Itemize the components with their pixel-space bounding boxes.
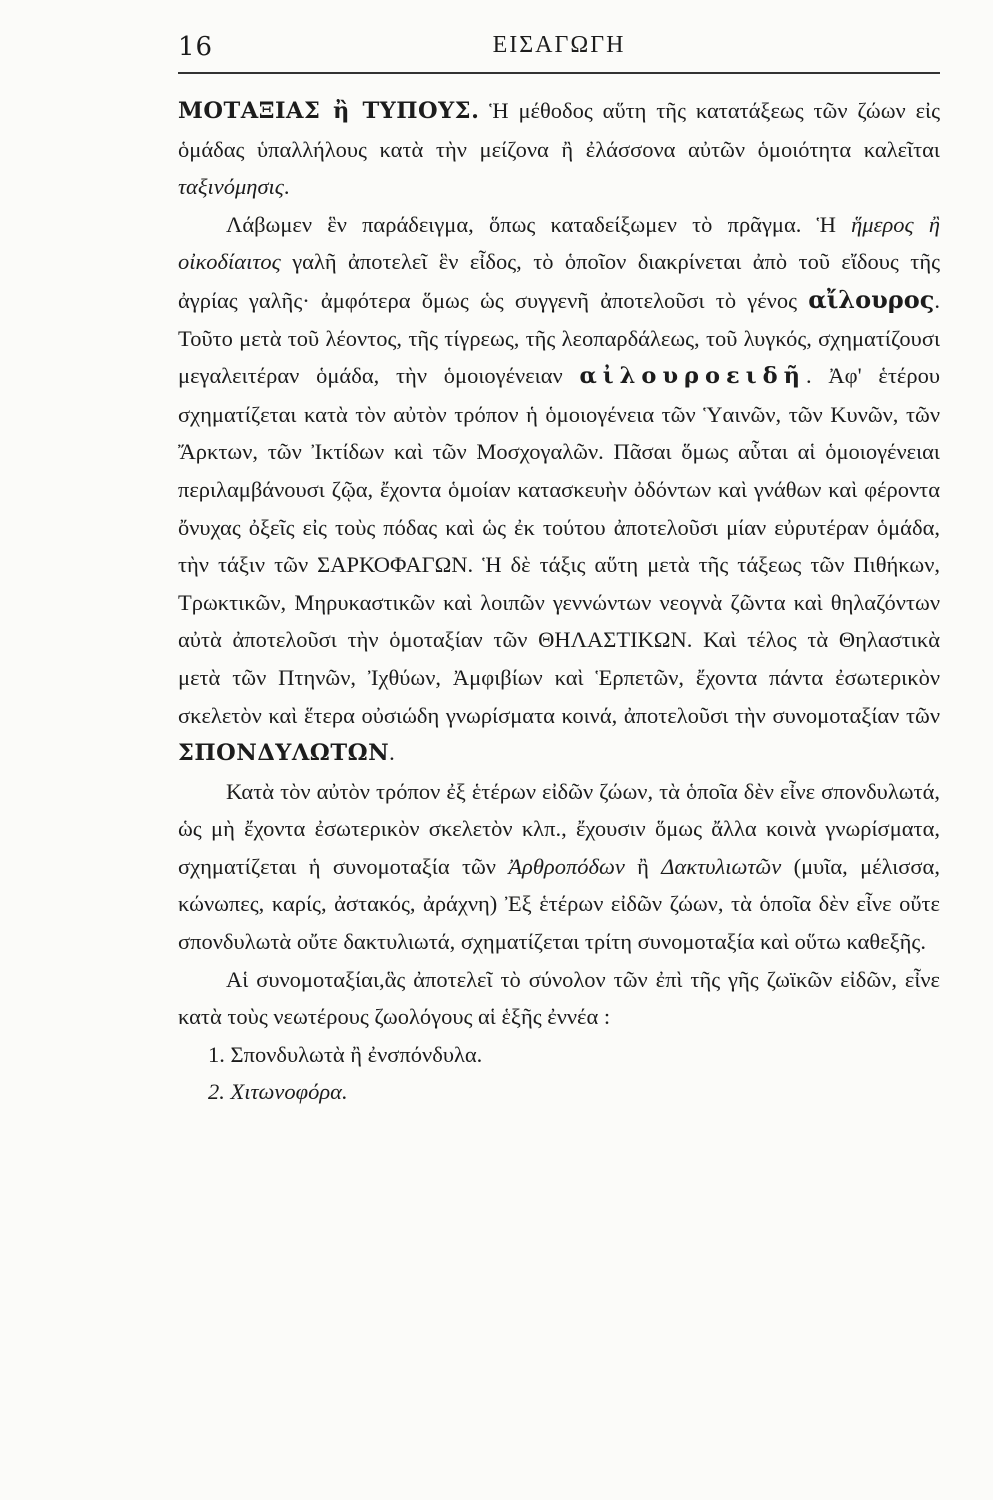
page-body — [178, 92, 940, 1111]
paragraph-3 — [178, 773, 940, 961]
header-rule — [178, 72, 940, 74]
paragraph-text: ἢ — [624, 853, 662, 879]
page-number: 16 — [178, 32, 214, 62]
list-item-2: 2. Χιτωνοφόρα. — [208, 1079, 348, 1105]
term-arthropodwn: Ἀρθροπόδων — [508, 853, 625, 879]
term-spondylotwn: ΣΠΟΝΔΥΛΩΤΩΝ — [178, 740, 390, 767]
term-ailouroeidi: αἰλουροειδῆ — [579, 363, 806, 390]
term-daktyliotwn: Δακτυλιωτῶν — [661, 853, 782, 879]
term-imeros: ἥμερος ἢ οἰκοδίαιτος — [178, 211, 940, 275]
running-title: ΕΙΣΑΓΩΓΗ — [492, 32, 626, 58]
paragraph-1 — [178, 92, 940, 206]
paragraph-text: (μυῖα, μέλισσα, κώνωπες, καρίς, ἀστακός, ἀράχνη) Ἐξ ἑτέρων εἰδῶν ζώων, τὰ ὁποῖα δὲν εἶνε οὔτε σπονδυλωτὰ οὔτε δακτυλιωτά, σχηματίζεται τρίτη συνομοταξία καὶ οὕτω καθεξῆς. — [178, 853, 940, 955]
term-taxinomisis: ταξινόμησις — [178, 174, 284, 200]
paragraph-text: . — [283, 174, 290, 200]
paragraph-text: Λάβωμεν ἓν παράδειγμα, ὅπως καταδείξωμεν τὸ πρᾶγμα. Ἡ — [226, 211, 852, 237]
paragraph-4: Αἱ συνομοταξίαι,ἃς ἀποτελεῖ τὸ σύνολον τῶν ἐπὶ τῆς γῆς ζωϊκῶν εἰδῶν, εἶνε κατὰ τοὺς νεωτέρους ζωολόγους αἱ ἑξῆς ἐννέα : — [178, 966, 940, 1030]
paragraph-text: . — [389, 740, 395, 766]
paragraph-text: . Ἀφ' ἑτέρου σχηματίζεται κατὰ τὸν αὐτὸν τρόπον ἡ ὁμοιογένεια τῶν Ὑαινῶν, τῶν Κυνῶν, τῶν Ἄρκτων, τῶν Ἰκτίδων καὶ τῶν Μοσχογαλῶν. Πᾶσαι ὅμως αὗται αἱ ὁμοιογένειαι περιλαμβάνουσι ζῷα, ἔχοντα ὁμοίαν κατασκευὴν ὀδόντων καὶ γνάθων καὶ φέροντα ὄνυχας ὀξεῖς εἰς τοὺς πόδας καὶ ὡς ἐκ τούτου ἀποτελοῦσι μίαν εὐρυτέραν ὁμάδα, τὴν τάξιν τῶν ΣΑΡΚΟΦΑΓΩΝ. Ἡ δὲ τάξις αὕτη μετὰ τῆς τάξεως τῶν Πιθήκων, Τρωκτικῶν, Μηρυκαστικῶν καὶ λοιπῶν γεννώντων νεογνὰ ζῶντα καὶ θηλαζόντων αὐτὰ ἀποτελοῦσι τὴν ὁμοταξίαν τῶν ΘΗΛΑΣΤΙΚΩΝ. Καὶ τέλος τὰ Θηλαστικὰ μετὰ τῶν Πτηνῶν, Ἰχθύων, Ἀμφιβίων καὶ Ἑρπετῶν, ἔχοντα πάντα ἐσωτερικὸν σκελετὸν καὶ ἕτερα οὐσιώδη γνωρίσματα κοινά, ἀποτελοῦσι τὴν συνομοταξίαν τῶν — [178, 363, 940, 728]
paragraph-text: . Τοῦτο μετὰ τοῦ λέοντος, τῆς τίγρεως, τῆς λεοπαρδάλεως, τοῦ λυγκός, σχηματίζουσι μεγαλειτέραν ὁμάδα, τὴν ὁμοιογένειαν — [178, 287, 940, 389]
page-header — [178, 32, 940, 72]
paragraph-text: Κατὰ τὸν αὐτὸν τρόπον ἐξ ἑτέρων εἰδῶν ζώων, τὰ ὁποῖα δὲν εἶνε σπονδυλωτά, ὡς μὴ ἔχοντα ἐσωτερικὸν σκελετὸν κλπ., ἔχουσιν ὅμως ἄλλα κοινὰ γνωρίσματα, σχηματίζεται ἡ συνομοταξία τῶν — [178, 778, 940, 879]
term-ailouros: αἴλουρος — [808, 284, 935, 314]
paragraph-2 — [178, 206, 940, 773]
paragraph-text: Ἡ μέθοδος αὕτη τῆς κατατάξεως τῶν ζώων εἰς ὁμάδας ὑπαλλήλους κατὰ τὴν μείζονα ἢ ἐλάσσονα αὐτῶν ὁμοιότητα καλεῖται — [178, 98, 940, 162]
section-lead: ΜΟΤΑΞΙΑΣ ἢ ΤΥΠΟΥΣ. — [178, 98, 480, 124]
paragraph-text: γαλῆ ἀποτελεῖ ἓν εἶδος, τὸ ὁποῖον διακρίνεται ἀπὸ τοῦ εἴδους τῆς ἀγρίας γαλῆς· ἀμφότερα ὅμως ὡς συγγενῆ ἀποτελοῦσι τὸ γένος — [178, 249, 940, 313]
list-item-1: 1. Σπονδυλωτὰ ἢ ἐνσπόνδυλα. — [208, 1041, 483, 1067]
